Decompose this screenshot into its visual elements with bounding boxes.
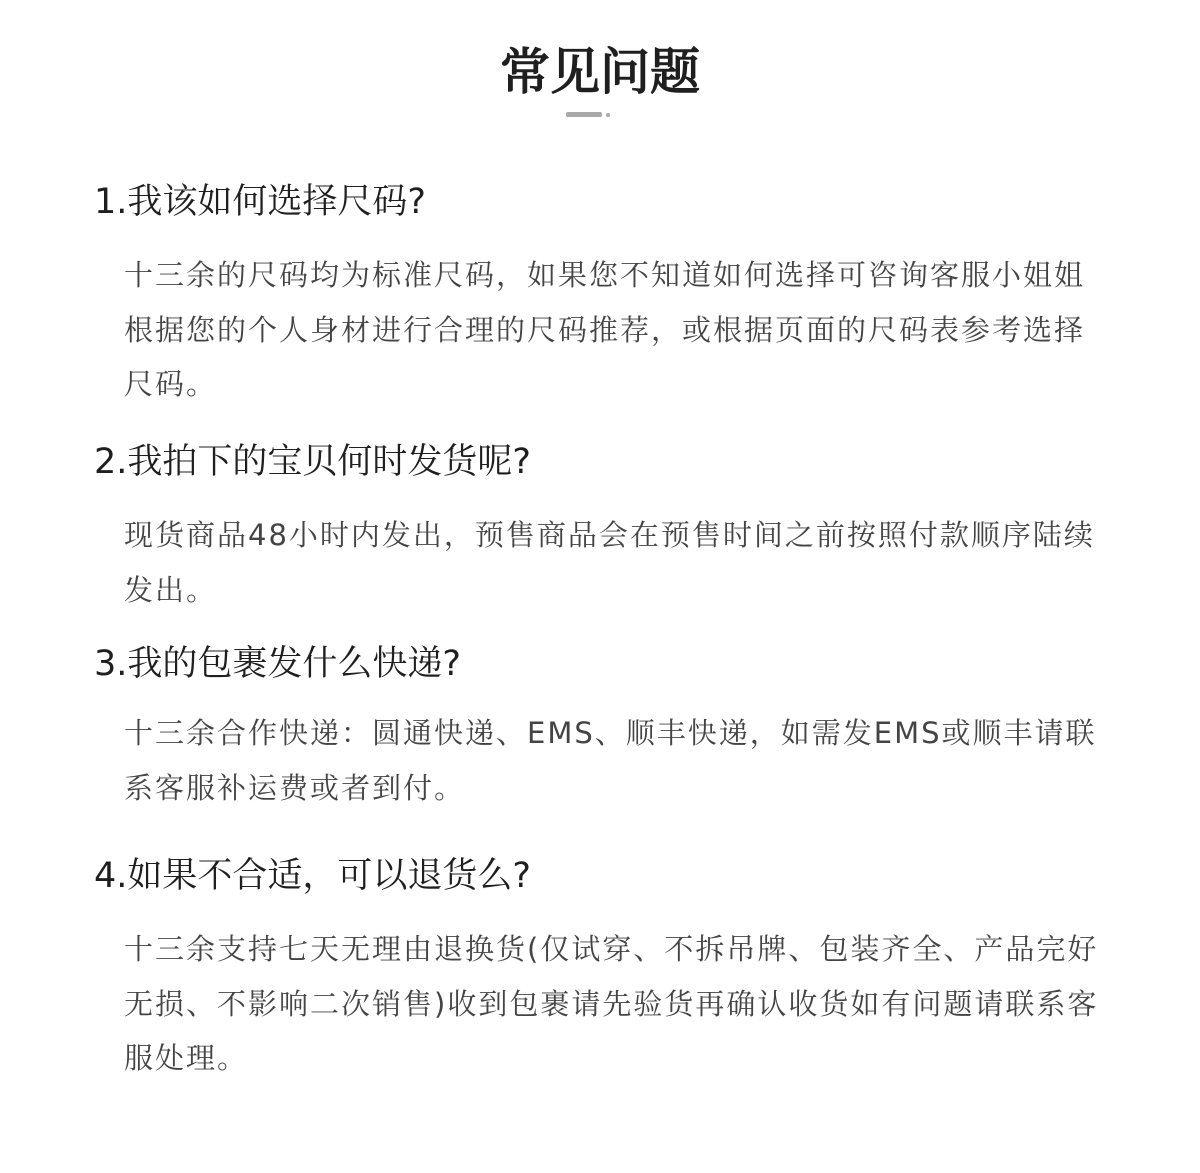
underline-dot <box>606 113 610 117</box>
faq-question: 2.我拍下的宝贝何时发货呢? <box>94 442 531 482</box>
faq-question: 1.我该如何选择尺码? <box>94 182 426 222</box>
faq-answer: 现货商品48小时内发出，预售商品会在预售时间之前按照付款顺序陆续发出。 <box>124 518 1095 607</box>
title-underline-divider <box>566 112 612 117</box>
faq-question: 3.我的包裹发什么快递? <box>94 644 461 684</box>
faq-question: 4.如果不合适，可以退货么? <box>94 856 531 896</box>
faq-answer: 十三余支持七天无理由退换货(仅试穿、不拆吊牌、包装齐全、产品完好无损、不影响二次销售)收到包裹请先验货再确认收货如有问题请联系客服处理。 <box>124 932 1099 1075</box>
underline-bar <box>566 112 602 117</box>
page-title: 常见问题 <box>500 43 700 101</box>
faq-answer: 十三余合作快递：圆通快递、EMS、顺丰快递，如需发EMS或顺丰请联系客服补运费或者到付。 <box>124 716 1097 805</box>
faq-answer: 十三余的尺码均为标准尺码，如果您不知道如何选择可咨询客服小姐姐根据您的个人身材进行合理的尺码推荐，或根据页面的尺码表参考选择尺码。 <box>124 258 1086 401</box>
